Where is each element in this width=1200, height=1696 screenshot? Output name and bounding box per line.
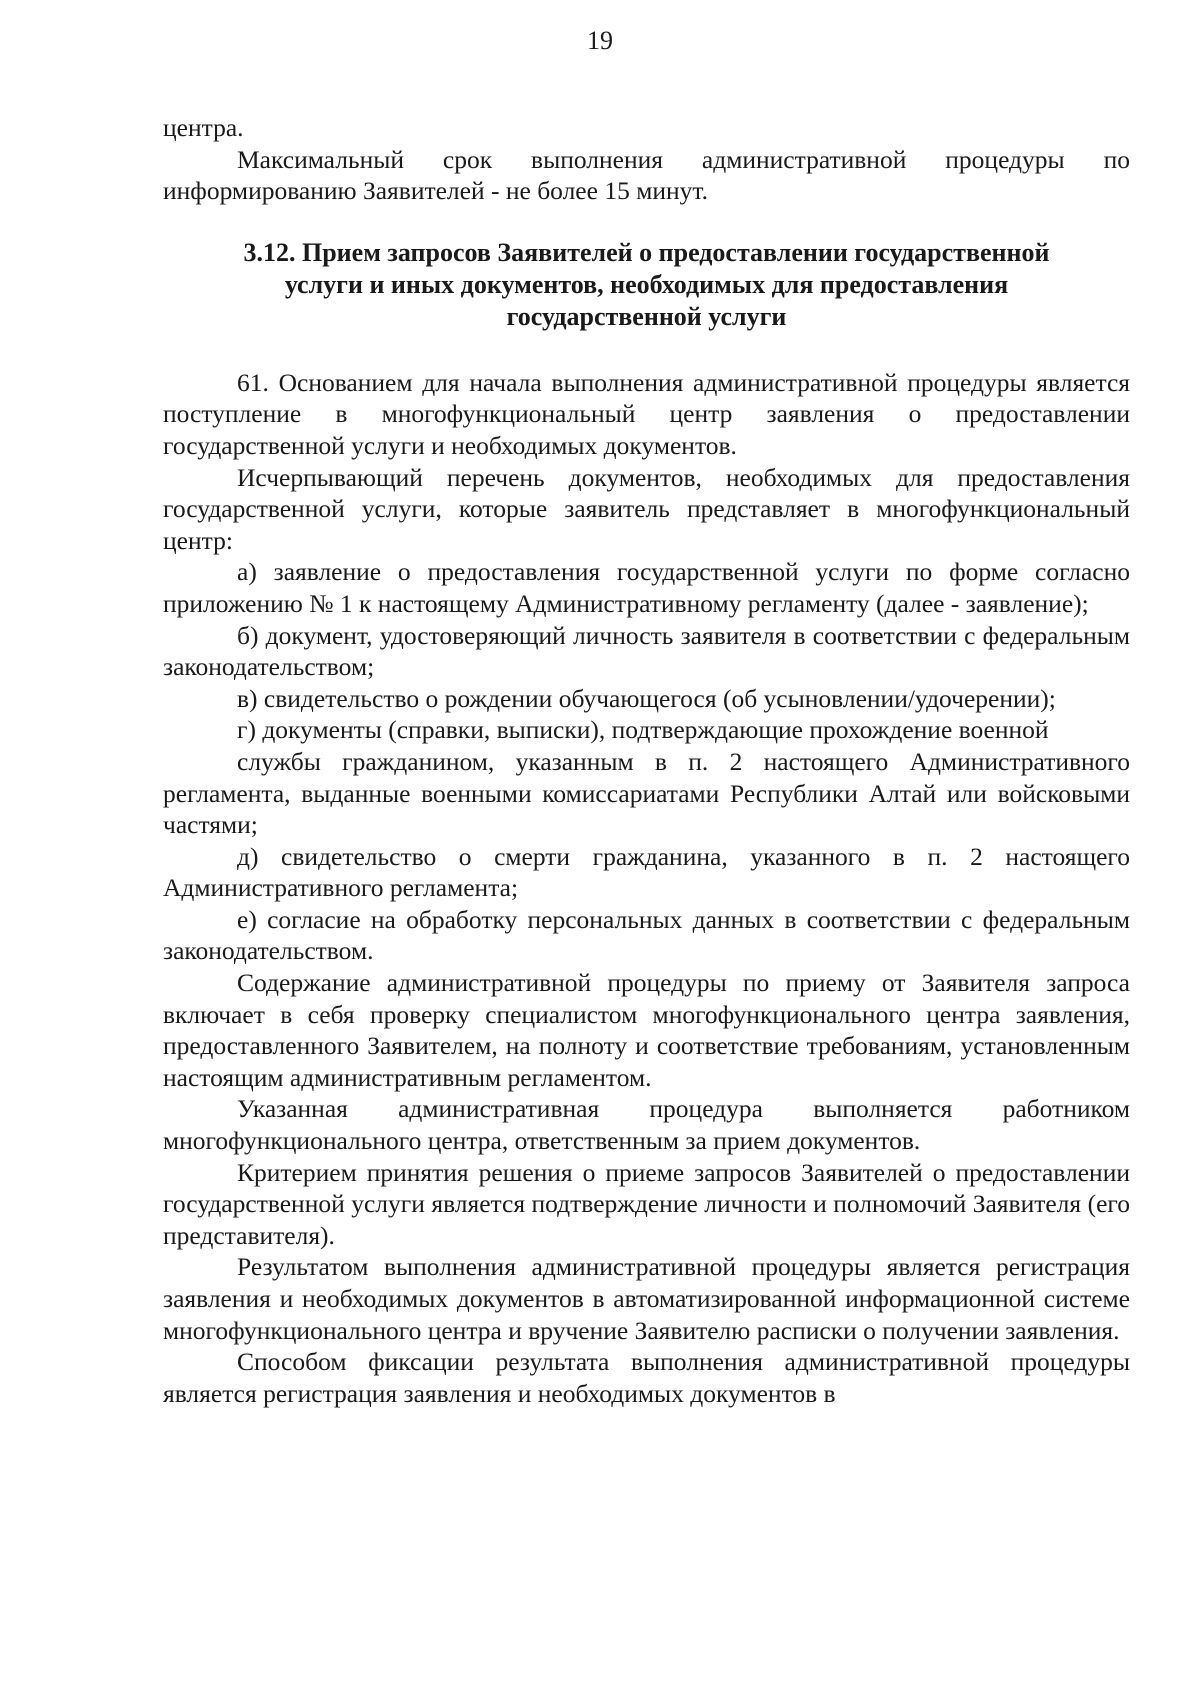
list-item-e: е) согласие на обработку персональных данных в соответствии с федеральным законодательством. [163,904,1130,966]
paragraph-61: 61. Основанием для начала выполнения административной процедуры является поступление в многофункциональный центр заявления о предоставлении государственной услуги и необходимых документов. [163,367,1130,460]
paragraph-result: Результатом выполнения административной процедуры является регистрация заявления и необходимых документов в автоматизированной информационной системе многофункционального центра и вручение Заявителю расписки о получении заявления. [163,1252,1130,1345]
paragraph-document-list: Исчерпывающий перечень документов, необходимых для предоставления государственной услуги, которые заявитель представляет в многофункциональный центр: [163,462,1130,555]
section-heading-line-2: услуги и иных документов, необходимых для предоставления [284,269,1009,299]
list-item-d: д) свидетельство о смерти гражданина, указанного в п. 2 настоящего Административного регламента; [163,841,1130,903]
list-item-a: а) заявление о предоставления государственной услуги по форме согласно приложению № 1 к настоящему Административному регламенту (далее - заявление); [163,557,1130,618]
paragraph-responsible: Указанная административная процедура выполняется работником многофункционального центра, ответственным за прием документов. [163,1094,1130,1156]
paragraph-fixation-method: Способом фиксации результата выполнения административной процедуры является регистрация заявления и необходимых документов в [163,1347,1130,1408]
section-heading [163,237,1130,333]
page-number: 19 [587,26,613,55]
list-item-v: в) свидетельство о рождении обучающегося (об усыновлении/удочерении); [237,683,1056,713]
list-item-g: г) документы (справки, выписки), подтверждающие прохождение военной [237,715,1049,745]
section-heading-line-1: 3.12. Прием запросов Заявителей о предоставлении государственной [243,237,1050,267]
section-heading-line-3: государственной услуги [506,301,787,331]
list-item-b: б) документ, удостоверяющий личность заявителя в соответствии с федеральным законодательством; [163,620,1130,682]
intro-continuation: центра. [163,113,244,142]
paragraph-procedure-content: Содержание административной процедуры по приему от Заявителя запроса включает в себя проверку специалистом многофункционального центра заявления, предоставленного Заявителем, на полноту и соответствие требованиям, установленным настоящим административным регламентом. [163,968,1130,1092]
max-term-paragraph: Максимальный срок выполнения административной процедуры по информированию Заявителей - не более 15 минут. [163,144,1130,206]
paragraph-criterion: Критерием принятия решения о приеме запросов Заявителей о предоставлении государственной услуги является подтверждение личности и полномочий Заявителя (его представителя). [163,1157,1130,1250]
list-item-g-continuation: службы гражданином, указанным в п. 2 настоящего Административного регламента, выданные военными комиссариатами Республики Алтай или войсковыми частями; [163,746,1130,840]
document-body [163,112,1130,1409]
